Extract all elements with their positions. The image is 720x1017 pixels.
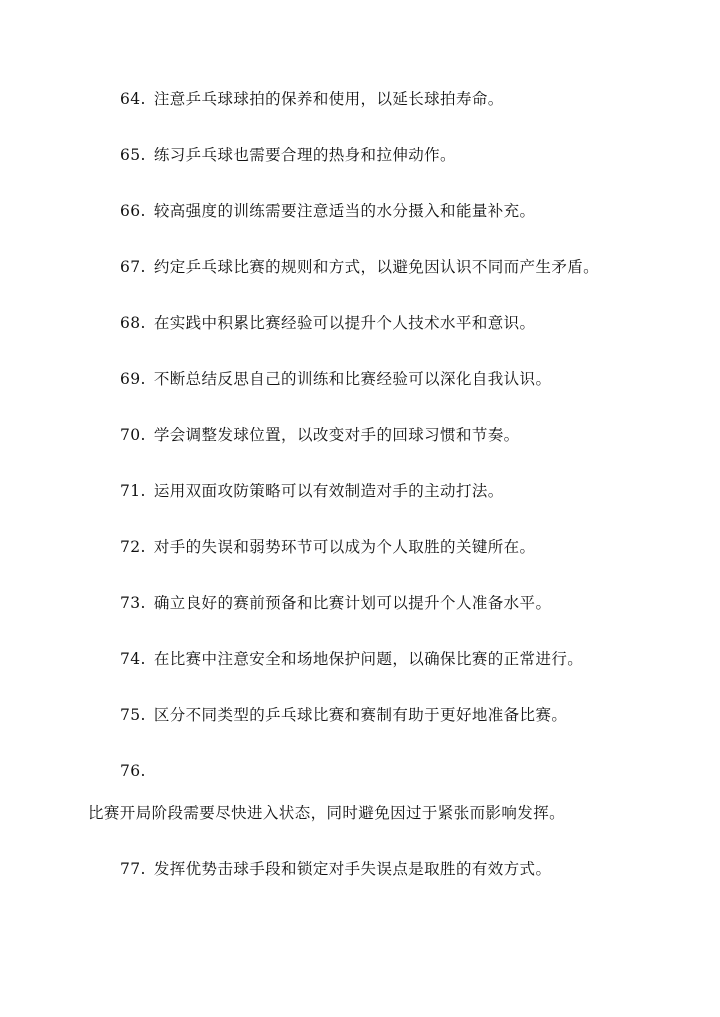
item-text: 在比赛中注意安全和场地保护问题，以确保比赛的正常进行。 — [153, 650, 584, 668]
item-text: 练习乒乓球也需要合理的热身和拉伸动作。 — [153, 146, 456, 164]
list-item — [120, 257, 599, 277]
item-text: 约定乒乓球比赛的规则和方式，以避免因认识不同而产生矛盾。 — [153, 258, 600, 276]
item-number: 65. — [120, 146, 146, 164]
item-number: 69. — [120, 370, 146, 388]
list-item-text-line — [88, 803, 565, 823]
item-text: 较高强度的训练需要注意适当的水分摄入和能量补充。 — [153, 202, 536, 220]
item-text: 发挥优势击球手段和锁定对手失误点是取胜的有效方式。 — [153, 860, 552, 878]
list-item-number-line — [120, 761, 146, 781]
item-number: 75. — [120, 706, 146, 724]
item-number: 68. — [120, 314, 146, 332]
item-text: 对手的失误和弱势环节可以成为个人取胜的关键所在。 — [153, 538, 536, 556]
item-number: 66. — [120, 202, 146, 220]
list-item — [120, 537, 535, 557]
item-text: 在实践中积累比赛经验可以提升个人技术水平和意识。 — [153, 314, 536, 332]
list-item — [120, 201, 535, 221]
list-item — [120, 649, 583, 669]
item-text: 运用双面攻防策略可以有效制造对手的主动打法。 — [153, 482, 504, 500]
item-number: 72. — [120, 538, 146, 556]
list-item — [120, 145, 456, 165]
list-item — [120, 313, 535, 333]
item-number: 70. — [120, 426, 146, 444]
item-number: 76. — [120, 762, 146, 780]
item-number: 64. — [120, 90, 146, 108]
item-number: 77. — [120, 860, 146, 878]
item-text: 注意乒乓球球拍的保养和使用，以延长球拍寿命。 — [153, 90, 504, 108]
list-item — [120, 425, 520, 445]
item-text: 确立良好的赛前预备和比赛计划可以提升个人准备水平。 — [153, 594, 552, 612]
list-item — [120, 859, 551, 879]
item-number: 71. — [120, 482, 146, 500]
list-item — [120, 89, 504, 109]
item-text: 比赛开局阶段需要尽快进入状态，同时避免因过于紧张而影响发挥。 — [88, 804, 566, 822]
list-item — [120, 481, 504, 501]
list-item — [120, 369, 551, 389]
list-item — [120, 705, 567, 725]
item-text: 区分不同类型的乒乓球比赛和赛制有助于更好地准备比赛。 — [153, 706, 568, 724]
item-text: 不断总结反思自己的训练和比赛经验可以深化自我认识。 — [153, 370, 552, 388]
item-number: 74. — [120, 650, 146, 668]
item-text: 学会调整发球位置，以改变对手的回球习惯和节奏。 — [153, 426, 520, 444]
item-number: 73. — [120, 594, 146, 612]
item-number: 67. — [120, 258, 146, 276]
list-item — [120, 593, 551, 613]
